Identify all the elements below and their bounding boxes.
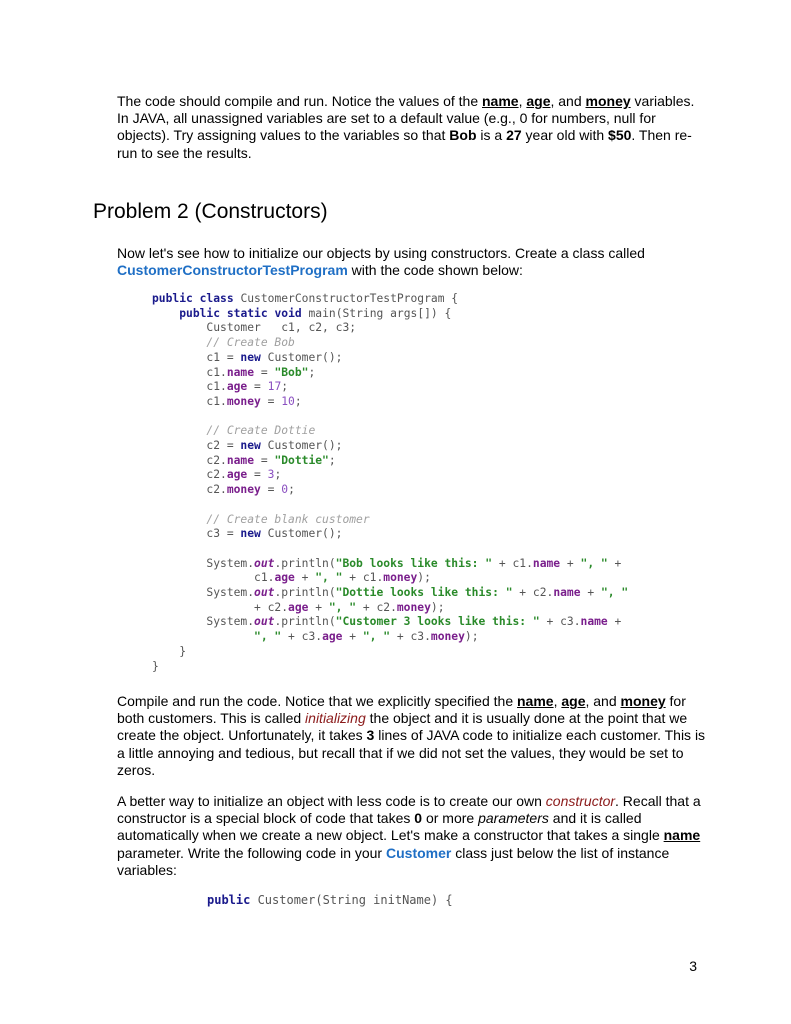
term-age: age: [526, 93, 551, 109]
section-heading: Problem 2 (Constructors): [93, 200, 328, 223]
term-money: money: [585, 93, 631, 109]
constructor-paragraph: A better way to initialize an object with less code is to create our own constructor. Recall that a constructor is a special block of code that takes 0 or more parameters and it is called automatically when we create a new object. Let's make a constructor that takes a single name parameter. Write the following code in your Customer class just below the list of instance variables:: [117, 793, 701, 878]
code-block-test-program: public class CustomerConstructorTestProgram { public static void main(String args[]) { Customer c1, c2, c3; // Create Bob c1 = new Customer(); c1.name = "Bob"; c1.age = 17; c1.money = 10; // Create Dottie c2 = new Customer(); c2.name = "Dottie"; c2.age = 3; c2.money = 0; // Create blank customer c3 = new Customer(); System.out.println("Bob looks like this: " + c1.name + ", " + c1.age + ", " + c1.money); System.out.println("Dottie looks like this: " + c2.name + ", " + c2.age + ", " + c2.money); System.out.println("Customer 3 looks like this: " + c3.name + ", " + c3.age + ", " + c3.money); } }: [152, 292, 629, 673]
page-number: 3: [689, 958, 697, 974]
instructions-paragraph: Now let's see how to initialize our objects by using constructors. Create a class called CustomerConstructorTestProgram with the code shown below:: [117, 245, 645, 279]
code-block-constructor: public Customer(String initName) {: [207, 893, 453, 907]
term-name: name: [482, 93, 519, 109]
class-name-highlight: CustomerConstructorTestProgram: [117, 262, 348, 279]
explanation-paragraph: Compile and run the code. Notice that we explicitly specified the name, age, and money for both customers. This is called initializing the object and it is usually done at the point that we create the object. Unfortunately, it takes 3 lines of JAVA code to initialize each customer. This is a little annoying and tedious, but recall that if we did not set the values, they would be set to zeros.: [117, 693, 706, 778]
intro-paragraph: The code should compile and run. Notice the values of the name, age, and money variables. In JAVA, all unassigned variables are set to a default value (e.g., 0 for numbers, null for objects). Try assigning values to the variables so that Bob is a 27 year old with $50. Then re-run to see the results.: [117, 93, 695, 161]
